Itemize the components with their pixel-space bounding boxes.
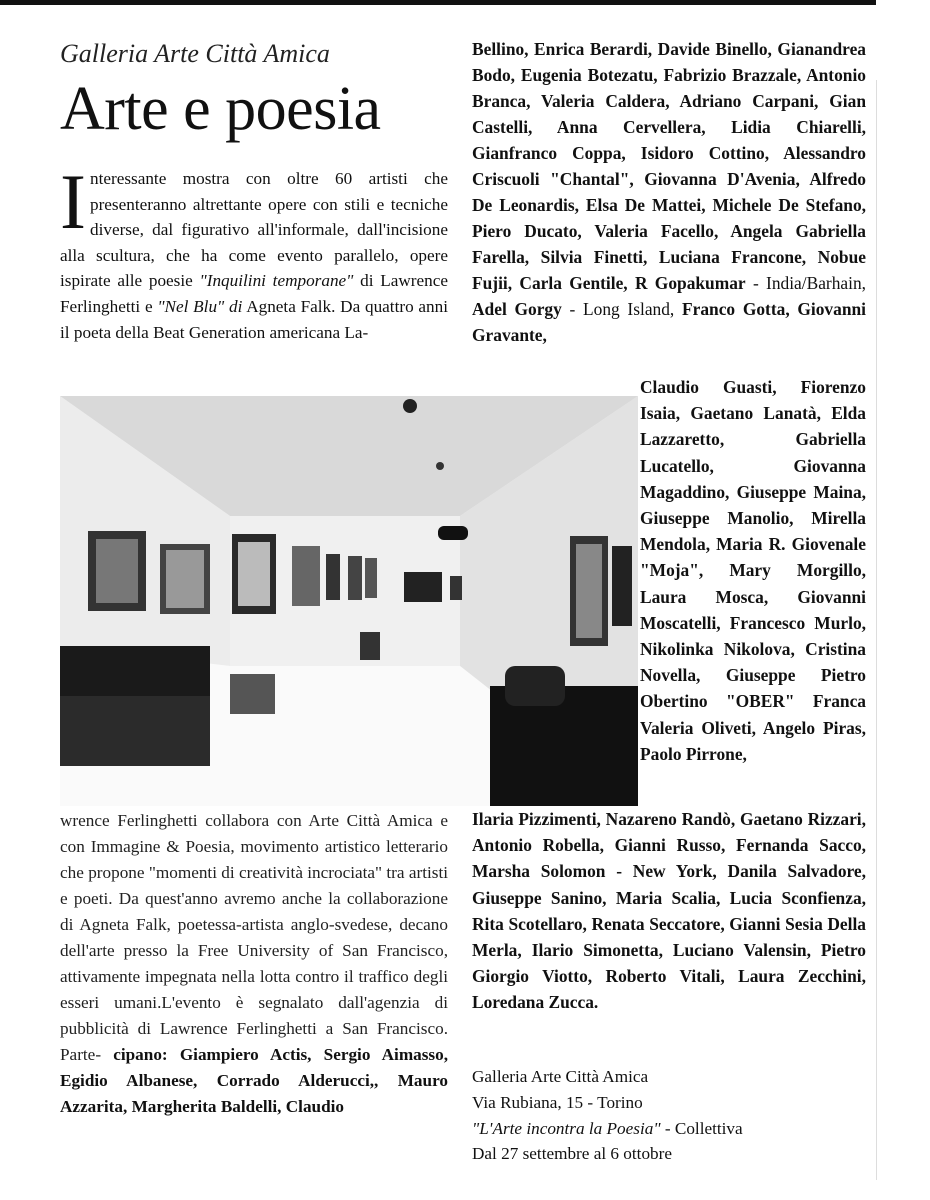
artist-location-2: - Long Island, xyxy=(561,299,682,319)
top-rule xyxy=(0,0,876,5)
info-title-line xyxy=(472,1116,866,1142)
article-continued xyxy=(60,808,448,1120)
info-exhibition-type: - Collettiva xyxy=(660,1118,743,1138)
artists-names-2: Adel Gorgy xyxy=(472,299,562,319)
artists-list-bottom xyxy=(472,806,866,1016)
poem-title-1: "Inquilini temporane" xyxy=(199,271,354,291)
column-edge-rule xyxy=(876,80,877,1180)
info-dates: Dal 27 settembre al 6 ottobre xyxy=(472,1144,672,1164)
continued-text: wrence Ferlinghetti collabora con Arte Città Amica e con Immagine & Poesia, movimento artistico letterario che propone "momenti di creatività incrociata" tra artisti e poeti. Da quest'anno avremo anche la collaborazione di Agneta Falk, poetessa-artista anglo-svedese, decano dell'arte presso la Free University of San Francisco, attivamente impegnata nella lotta contro il traffico degli esseri umani.L'evento è segnalato dall'agenzia di pubblicità di Lawrence Ferlinghetti a San Francisco. Parte- xyxy=(60,811,448,1064)
artists-names-4: Ilaria Pizzimenti, Nazareno Randò, Gaetano Rizzari, Antonio Robella, Gianni Russo, Fernanda Sacco, xyxy=(472,809,866,856)
artists-names-1: Bellino, Enrica Berardi, Davide Binello, Gianandrea Bodo, Eugenia Botezatu, Fabrizio Brazzale, Antonio Branca, Valeria Caldera, Adriano Carpani, Gian Castelli, Anna Cervellera, Lidia Chiarelli, Gianfranco Coppa, Isidoro Cottino, Alessandro Criscuoli "Chantal", Giovanna D'Avenia, Alfredo De Leonardis, Elsa De Mattei, Michele De Stefano, Piero Ducato, Valeria Facello, Angela Gabriella Farella, Silvia Finetti, Luciana Francone, Nobue Fujii, Carla Gentile, R Gopakumar xyxy=(472,39,866,293)
info-exhibition-title: "L'Arte incontra la Poesia" xyxy=(472,1118,661,1138)
artists-names-5: , Danila Salvadore, Giuseppe Sanino, Maria Scalia, Lucia Sconfienza, Rita Scotellaro, Renata Seccatore, Gianni Sesia Della Merla, Ilario Simonetta, Luciano Valensin, Pietro Giorgio Viotto, Roberto Vitali, Laura Zecchini, Loredana Zucca. xyxy=(472,861,866,1013)
artists-list-side: Claudio Guasti, Fiorenzo Isaia, Gaetano Lanatà, Elda Lazzaretto, Gabriella Lucatello, Giovanna Magaddino, Giuseppe Maina, Giuseppe Manolio, Mirella Mendola, Maria R. Giovenale "Moja", Mary Morgillo, Laura Mosca, Giovanni Moscatelli, Francesco Murlo, Nikolinka Nikolova, Cristina Novella, Giuseppe Pietro Obertino "OBER" Franca Valeria Oliveti, Angelo Piras, Paolo Pirrone, xyxy=(640,377,866,764)
artists-list-top xyxy=(472,36,866,348)
left-column xyxy=(60,30,448,345)
article-intro xyxy=(60,158,449,345)
drop-cap: I xyxy=(60,158,86,245)
info-gallery: Galleria Arte Città Amica xyxy=(472,1067,649,1086)
intro-text-1: nteressante mostra con oltre 60 artisti che presenteranno altrettante opere con stili e tecniche diverse, dal figurativo all'informale, dall'incisione alla scultura, che ha come evento parallelo, opere ispirate alle poesie xyxy=(60,169,448,291)
artist-location-3: Marsha Solomon - New York xyxy=(472,861,713,882)
continued-names: cipano: Giampiero Actis, Sergio Aimasso, Egidio Albanese, Corrado Alderucci,, Mauro Azzarita, Margherita Baldelli, Claudio xyxy=(60,1045,449,1116)
exhibition-info xyxy=(472,1064,866,1167)
poem-title-2: "Nel Blu" di xyxy=(157,296,243,316)
artists-names-3: Franco Gotta, Giovanni Gravante, xyxy=(472,299,866,345)
gallery-interior-illustration xyxy=(60,396,638,806)
article-headline: Arte e poesia xyxy=(60,75,381,143)
intro-text-2: di Lawrence Ferlinghetti e xyxy=(60,271,448,316)
info-address: Via Rubiana, 15 - Torino xyxy=(472,1092,643,1112)
intro-text-3: Agneta Falk. Da quattro anni il poeta della Beat Generation americana La- xyxy=(60,296,449,342)
gallery-photo xyxy=(60,396,638,806)
artist-location-1: - India/Barhain, xyxy=(745,273,866,293)
article-kicker: Galleria Arte Città Amica xyxy=(60,39,330,68)
